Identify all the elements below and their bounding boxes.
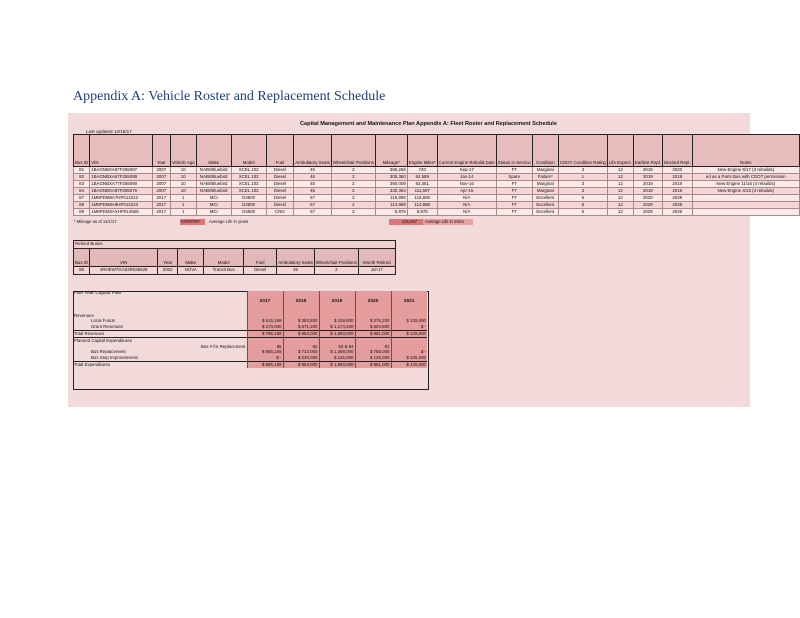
plan-cell: $ 881,000 bbox=[355, 331, 391, 338]
average-miles-label: Average Life in miles bbox=[425, 219, 464, 224]
roster-cell: 57 bbox=[294, 202, 332, 209]
roster-cell: 2 bbox=[331, 188, 375, 195]
roster-cell: New Engine 9/17 (3 rebuilds) bbox=[692, 167, 799, 174]
roster-cell: 10 bbox=[170, 174, 196, 181]
retired-buses-table bbox=[73, 240, 396, 275]
roster-cell: NABI/Bluebird bbox=[196, 181, 231, 188]
roster-cell: 2017 bbox=[152, 202, 170, 209]
roster-cell: 2019 bbox=[633, 181, 662, 188]
plan-cell: $ 785,159 bbox=[247, 331, 283, 338]
average-miles-value: 225,567 bbox=[402, 219, 418, 224]
roster-cell: 45 bbox=[294, 188, 332, 195]
roster-cell: 12 bbox=[607, 202, 633, 209]
roster-cell: 1BAGNBXA87F255076 bbox=[90, 188, 153, 195]
plan-cell: $ - bbox=[247, 356, 283, 362]
plan-cell: $ - bbox=[391, 350, 427, 356]
roster-row bbox=[74, 174, 800, 181]
roster-row bbox=[74, 202, 800, 209]
roster-cell: 5,975 bbox=[407, 209, 437, 216]
roster-cell: 1M8PDM3AXHP014569 bbox=[90, 209, 153, 216]
roster-cell: 2020 bbox=[633, 195, 662, 202]
roster-cell: 116,906 bbox=[407, 195, 437, 202]
plan-cell: $ 276,200 bbox=[355, 319, 391, 325]
roster-cell: 2020 bbox=[662, 167, 692, 174]
roster-cell: 114,888 bbox=[407, 202, 437, 209]
roster-cell: Diesel bbox=[266, 202, 294, 209]
plan-cell: $ 418,600 bbox=[319, 319, 355, 325]
roster-cell: 5 bbox=[558, 195, 607, 202]
retired-cell: NOVA bbox=[178, 267, 204, 275]
roster-cell: Excellent bbox=[532, 195, 558, 202]
roster-cell: D4500 bbox=[231, 202, 266, 209]
roster-cell: 2019 bbox=[662, 188, 692, 195]
roster-cell: 57 bbox=[294, 195, 332, 202]
retired-column-header: Year bbox=[158, 249, 178, 267]
average-life-label: Average Life in years bbox=[209, 219, 249, 224]
roster-cell: 2029 bbox=[662, 202, 692, 209]
roster-cell: Failure* bbox=[532, 174, 558, 181]
roster-cell: Diesel bbox=[266, 195, 294, 202]
fleet-roster-table bbox=[73, 134, 800, 216]
roster-cell: 92,451 bbox=[407, 181, 437, 188]
retired-column-header: Ambulatory Seats bbox=[277, 249, 315, 267]
retired-cell: 2002 bbox=[158, 267, 178, 275]
retired-cell: Transit Bus bbox=[204, 267, 244, 275]
plan-cell: 81 bbox=[355, 344, 391, 350]
plan-cell: $ 170,000 bbox=[247, 325, 283, 331]
roster-cell: N/A bbox=[437, 195, 496, 202]
plan-row-label: Total Revenues bbox=[73, 331, 247, 338]
roster-cell: Diesel bbox=[266, 188, 294, 195]
roster-cell: 2 bbox=[331, 202, 375, 209]
roster-cell bbox=[692, 209, 799, 216]
roster-cell: D4500 bbox=[231, 195, 266, 202]
plan-row bbox=[73, 362, 427, 368]
roster-column-header: Earliest Repl. bbox=[633, 135, 662, 167]
retired-cell: 2 bbox=[314, 267, 358, 275]
roster-cell: FT bbox=[496, 202, 532, 209]
roster-cell: NABI/Bluebird bbox=[196, 188, 231, 195]
retired-column-header: Make bbox=[178, 249, 204, 267]
plan-cell: $ 125,000 bbox=[319, 356, 355, 362]
roster-column-header: Notes bbox=[692, 135, 799, 167]
roster-cell: 1 bbox=[170, 195, 196, 202]
roster-cell: 1 bbox=[170, 209, 196, 216]
roster-cell: Sep-17 bbox=[437, 167, 496, 174]
roster-cell: 82 bbox=[74, 174, 90, 181]
plan-row-label: Bus Stop Improvements bbox=[91, 355, 138, 361]
roster-cell: FT bbox=[496, 181, 532, 188]
roster-cell: 740 bbox=[407, 167, 437, 174]
roster-cell: 10 bbox=[170, 167, 196, 174]
roster-cell: New Engine 4/15 (4 rebuilds) bbox=[692, 188, 799, 195]
plan-row-label: Bus Replacement bbox=[91, 349, 126, 355]
roster-cell: 2019 bbox=[662, 181, 692, 188]
roster-cell: 3 bbox=[558, 188, 607, 195]
plan-cell: $ 615,159 bbox=[247, 319, 283, 325]
roster-cell: 2019 bbox=[633, 174, 662, 181]
plan-row-label: Grant Revenues bbox=[91, 324, 123, 330]
roster-cell: 57 bbox=[294, 209, 332, 216]
roster-cell: Marginal bbox=[532, 188, 558, 195]
roster-column-header: Vehicle Age bbox=[170, 135, 196, 167]
roster-cell: D4500 bbox=[231, 209, 266, 216]
roster-cell: 3 bbox=[558, 181, 607, 188]
roster-cell: Jan-14 bbox=[437, 174, 496, 181]
last-updated-note: Last updated 12/15/17 bbox=[86, 129, 132, 134]
plan-cell: $ 685,159 bbox=[247, 362, 283, 368]
roster-cell: 12 bbox=[607, 188, 633, 195]
roster-cell: 84 bbox=[74, 188, 90, 195]
roster-column-header: Life Expect. bbox=[607, 135, 633, 167]
plan-cell: 82 bbox=[283, 344, 319, 350]
roster-cell: FT bbox=[496, 195, 532, 202]
capital-plan-table bbox=[73, 291, 427, 368]
roster-cell: 10 bbox=[170, 181, 196, 188]
roster-column-header: Mileage* bbox=[375, 135, 407, 167]
roster-cell: 2019 bbox=[633, 167, 662, 174]
roster-cell: 2 bbox=[331, 181, 375, 188]
roster-cell: Nov-16 bbox=[437, 181, 496, 188]
roster-cell: 2017 bbox=[152, 195, 170, 202]
roster-cell: MCI bbox=[196, 195, 231, 202]
roster-cell: MCI bbox=[196, 202, 231, 209]
plan-cell: $ 1,468,000 bbox=[319, 350, 355, 356]
plan-cell: $ 240,000 bbox=[283, 356, 319, 362]
roster-cell: Diesel bbox=[266, 174, 294, 181]
plan-cell: $ 125,000 bbox=[391, 331, 427, 338]
retired-column-header: Fuel bbox=[244, 249, 277, 267]
plan-cell: $ 714,000 bbox=[283, 350, 319, 356]
roster-cell: 87 bbox=[74, 195, 90, 202]
average-life-value: ######## bbox=[181, 219, 200, 224]
plan-year-header: 2017 bbox=[247, 291, 283, 313]
plan-row-label: Planned Capital Expenditures bbox=[73, 338, 247, 344]
roster-cell: NABI/Bluebird bbox=[196, 174, 231, 181]
plan-year-header: 2020 bbox=[355, 291, 391, 313]
plan-row-label: Total Expenditures bbox=[73, 362, 247, 368]
roster-cell: 89 bbox=[74, 209, 90, 216]
plan-cell: $ 604,800 bbox=[355, 325, 391, 331]
retired-column-header: Bus ID bbox=[74, 249, 90, 267]
roster-column-header: Year bbox=[152, 135, 170, 167]
capital-plan-caption: Five Year Capital Plan bbox=[74, 291, 122, 296]
roster-column-header: CDOT Condition Rating bbox=[558, 135, 607, 167]
roster-row bbox=[74, 181, 800, 188]
roster-column-header: Condition bbox=[532, 135, 558, 167]
roster-cell: 12 bbox=[607, 167, 633, 174]
roster-column-header: Current Engine Rebuild Date bbox=[437, 135, 496, 167]
roster-cell: 88 bbox=[74, 202, 90, 209]
roster-cell: 2029 bbox=[662, 209, 692, 216]
roster-cell: 2 bbox=[331, 195, 375, 202]
roster-cell: Diesel bbox=[266, 181, 294, 188]
retired-column-header: Month Retired bbox=[358, 249, 395, 267]
plan-cell: $ 685,159 bbox=[247, 350, 283, 356]
roster-cell: Excellent bbox=[532, 202, 558, 209]
roster-cell: 2 bbox=[331, 174, 375, 181]
roster-cell: XCEL 102 bbox=[231, 167, 266, 174]
roster-cell: 10 bbox=[170, 188, 196, 195]
roster-cell: 45 bbox=[294, 181, 332, 188]
roster-column-header: Make bbox=[196, 135, 231, 167]
roster-cell: CNG bbox=[266, 209, 294, 216]
retired-cell: Jul-17 bbox=[358, 267, 395, 275]
roster-cell: 3 bbox=[558, 167, 607, 174]
roster-cell: 1M8PDM8A9HP014223 bbox=[90, 202, 153, 209]
roster-cell: 1BAGNBXA87F255087 bbox=[90, 167, 153, 174]
roster-cell: 116,906 bbox=[375, 195, 407, 202]
plan-row bbox=[73, 331, 427, 338]
roster-cell: Diesel bbox=[266, 167, 294, 174]
roster-cell: 2017 bbox=[152, 209, 170, 216]
roster-column-header: Wheelchair Positions bbox=[331, 135, 375, 167]
roster-cell: 12 bbox=[607, 195, 633, 202]
plan-year-header: 2018 bbox=[283, 291, 319, 313]
roster-cell: N/A bbox=[437, 209, 496, 216]
roster-cell: 2029 bbox=[633, 202, 662, 209]
roster-cell: 2019 bbox=[633, 188, 662, 195]
roster-cell: 2007 bbox=[152, 181, 170, 188]
roster-cell: XCEL 102 bbox=[231, 174, 266, 181]
roster-cell: 2029 bbox=[662, 195, 692, 202]
roster-cell: FT bbox=[496, 209, 532, 216]
roster-cell: 45 bbox=[294, 174, 332, 181]
plan-cell: $ 1,593,000 bbox=[319, 362, 355, 368]
roster-cell bbox=[692, 202, 799, 209]
roster-column-header: Ambulatory Seats bbox=[294, 135, 332, 167]
retired-buses-caption: Retired Buses bbox=[74, 241, 396, 249]
roster-cell: 12 bbox=[607, 209, 633, 216]
roster-row bbox=[74, 188, 800, 195]
roster-cell: 5 bbox=[558, 209, 607, 216]
plan-cell: $ 1,174,400 bbox=[319, 325, 355, 331]
roster-cell: 1BAGNBXA77F255090 bbox=[90, 181, 153, 188]
plan-row-label: Local Funds bbox=[91, 318, 115, 324]
plan-cell: $ 881,000 bbox=[355, 362, 391, 368]
roster-cell: 1 bbox=[558, 174, 607, 181]
roster-cell: ed as a Parts Bus with CDOT permission bbox=[692, 174, 799, 181]
roster-column-header: Status in Service bbox=[496, 135, 532, 167]
roster-cell: 2018 bbox=[662, 174, 692, 181]
roster-cell: 1 bbox=[170, 202, 196, 209]
roster-cell: 12 bbox=[607, 181, 633, 188]
retired-cell: Diesel bbox=[244, 267, 277, 275]
roster-cell: MCI bbox=[196, 209, 231, 216]
roster-cell: 2007 bbox=[152, 174, 170, 181]
roster-cell: 83 bbox=[74, 181, 90, 188]
roster-cell: N/A bbox=[437, 202, 496, 209]
plan-row-label: Bus # for Replacement bbox=[200, 343, 246, 349]
plan-cell: $ 125,000 bbox=[391, 362, 427, 368]
plan-cell: $ 125,000 bbox=[391, 319, 427, 325]
plan-year-header: 2021 bbox=[391, 291, 427, 313]
retired-column-header: Model bbox=[204, 249, 244, 267]
roster-cell: 2 bbox=[331, 209, 375, 216]
retired-cell: 4RHEWTGA02R035629 bbox=[90, 267, 158, 275]
roster-column-header: Model bbox=[231, 135, 266, 167]
plan-cell: $ 1,593,000 bbox=[319, 331, 355, 338]
roster-cell: 2029 bbox=[633, 209, 662, 216]
roster-cell: 92,589 bbox=[407, 174, 437, 181]
plan-cell: $ 954,000 bbox=[283, 362, 319, 368]
roster-column-header: Engine Miles* bbox=[407, 135, 437, 167]
roster-cell: 330,354 bbox=[375, 188, 407, 195]
roster-cell: 5,975 bbox=[375, 209, 407, 216]
roster-column-header: VIN bbox=[90, 135, 153, 167]
roster-column-header: Bus ID bbox=[74, 135, 90, 167]
roster-column-header: Fuel bbox=[266, 135, 294, 167]
roster-cell: 2007 bbox=[152, 167, 170, 174]
page-heading: Appendix A: Vehicle Roster and Replacement Schedule bbox=[73, 89, 386, 104]
plan-cell: $ 756,000 bbox=[355, 350, 391, 356]
roster-cell bbox=[692, 195, 799, 202]
plan-cell: $ 125,000 bbox=[391, 356, 427, 362]
plan-cell: $ 954,000 bbox=[283, 331, 319, 338]
mileage-footnote: * Mileage as of 11/1/17 bbox=[74, 219, 117, 224]
roster-cell: Marginal bbox=[532, 167, 558, 174]
roster-cell: 12 bbox=[607, 174, 633, 181]
retired-cell: 46 bbox=[277, 267, 315, 275]
roster-cell: FT bbox=[496, 167, 532, 174]
roster-cell: Marginal bbox=[532, 181, 558, 188]
roster-cell: FT bbox=[496, 188, 532, 195]
roster-cell: 305,360 bbox=[375, 174, 407, 181]
retired-column-header: Wheelchair Positions bbox=[314, 249, 358, 267]
retired-column-header: VIN bbox=[90, 249, 158, 267]
plan-year-header: 2019 bbox=[319, 291, 355, 313]
roster-cell: 111,507 bbox=[407, 188, 437, 195]
roster-cell: 2007 bbox=[152, 188, 170, 195]
roster-cell: 1M8PDM8A7HP014222 bbox=[90, 195, 153, 202]
plan-row-label: Revenues bbox=[74, 313, 94, 318]
roster-cell: XCEL 102 bbox=[231, 181, 266, 188]
roster-cell: 1BAGNBXA67F255089 bbox=[90, 174, 153, 181]
roster-cell: 5 bbox=[558, 202, 607, 209]
sheet-title: Capital Management and Maintenance Plan Appendix A: Fleet Roster and Replacement Schedule bbox=[300, 121, 557, 127]
roster-cell: 45 bbox=[294, 167, 332, 174]
plan-cell: 86 bbox=[247, 344, 283, 350]
roster-row bbox=[74, 167, 800, 174]
roster-cell: 360,009 bbox=[375, 181, 407, 188]
plan-cell: $ - bbox=[391, 325, 427, 331]
roster-column-header: Desired Repl. bbox=[662, 135, 692, 167]
roster-row bbox=[74, 195, 800, 202]
plan-cell: $ 125,000 bbox=[355, 356, 391, 362]
roster-cell: New Engine 11/16 (4 rebuilds) bbox=[692, 181, 799, 188]
roster-cell: NABI/Bluebird bbox=[196, 167, 231, 174]
roster-cell: Excellent bbox=[532, 209, 558, 216]
plan-cell: $ 382,800 bbox=[283, 319, 319, 325]
roster-cell: Apr-15 bbox=[437, 188, 496, 195]
roster-cell: Spare bbox=[496, 174, 532, 181]
roster-cell: 114,888 bbox=[375, 202, 407, 209]
plan-cell: 83 & 84 bbox=[319, 344, 355, 350]
retired-cell: 86 bbox=[74, 267, 90, 275]
plan-cell: $ 571,200 bbox=[283, 325, 319, 331]
roster-cell: 2 bbox=[331, 167, 375, 174]
roster-cell: 365,266 bbox=[375, 167, 407, 174]
roster-cell: 81 bbox=[74, 167, 90, 174]
roster-cell: XCEL 102 bbox=[231, 188, 266, 195]
roster-row bbox=[74, 209, 800, 216]
